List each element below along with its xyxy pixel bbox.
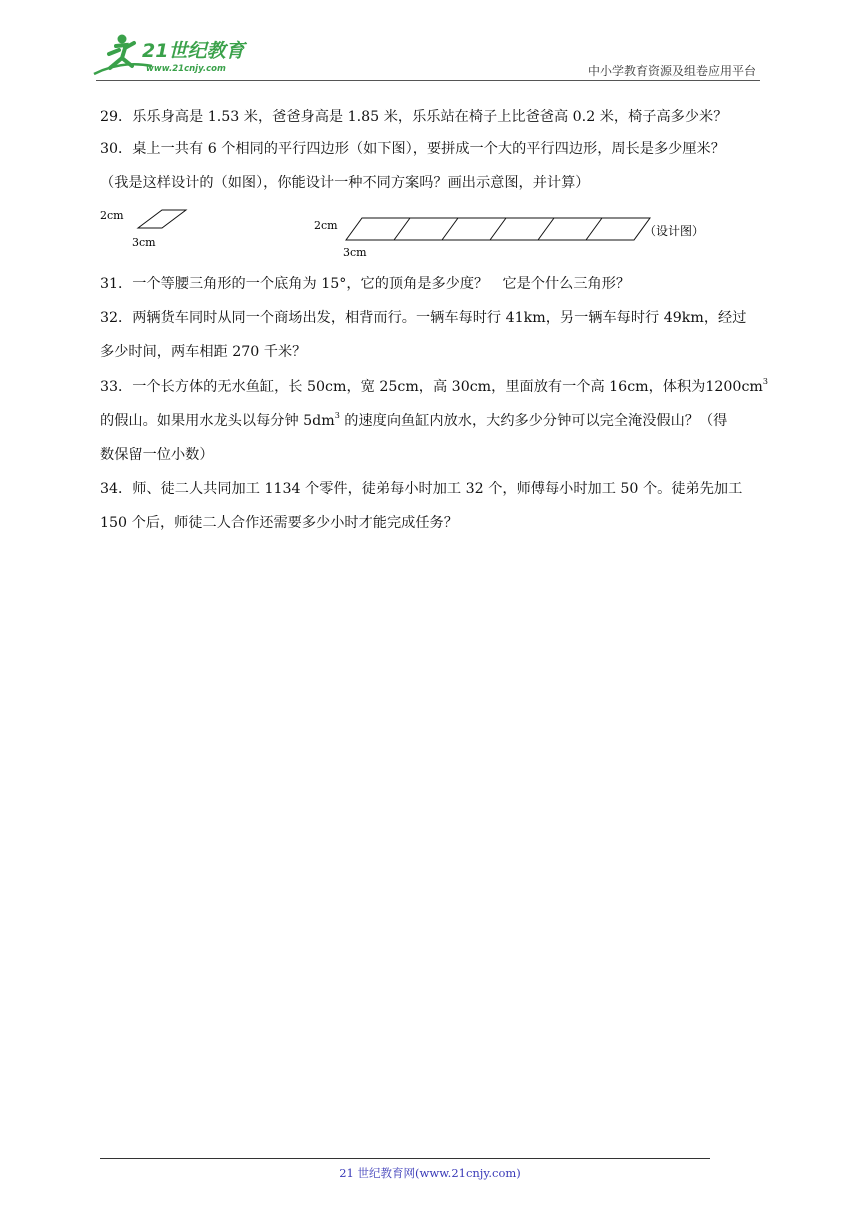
superscript: 3 <box>334 411 340 420</box>
footer-divider <box>100 1158 710 1159</box>
header-divider <box>96 80 760 81</box>
q33-line2-rest: 的速度向鱼缸内放水，大约多少分钟可以完全淹没假山？（得 <box>339 413 728 429</box>
question-34 <box>100 472 762 540</box>
question-line: 30．桌上一共有 6 个相同的平行四边形（如下图），要拼成一个大的平行四边形，周长是多少厘米？ <box>100 141 725 157</box>
question-line <box>100 370 768 404</box>
small-parallelogram <box>138 210 186 228</box>
question-line: 多少时间，两车相距 270 千米？ <box>100 344 307 360</box>
question-line: 31．一个等腰三角形的一个底角为 15°，它的顶角是多少度？ 它是个什么三角形？ <box>100 276 631 292</box>
question-line: 数保留一位小数） <box>100 447 214 463</box>
question-30 <box>100 132 762 200</box>
question-line: 32．两辆货车同时从同一个商场出发，相背而行。一辆车每时行 41km，另一辆车每时行 49km，经过 <box>100 310 747 326</box>
big-base-label: 3cm <box>343 246 367 259</box>
question-33 <box>100 370 768 472</box>
design-label: （设计图） <box>644 224 705 238</box>
big-parallelogram <box>346 218 650 240</box>
logo <box>92 30 262 80</box>
question-31 <box>100 267 762 301</box>
question-line: 34．师、徒二人共同加工 1134 个零件，徒弟每小时加工 32 个，师傅每小时加工 50 个。徒弟先加工 <box>100 481 743 497</box>
question-29 <box>100 100 762 134</box>
platform-name: 中小学教育资源及组卷应用平台 <box>587 64 756 78</box>
question-line: （我是这样设计的（如图），你能设计一种不同方案吗？画出示意图，并计算） <box>100 175 590 191</box>
question-line: 150 个后，师徒二人合作还需要多少小时才能完成任务？ <box>100 515 458 531</box>
q33-line1-text: 33．一个长方体的无水鱼缸，长 50cm，宽 25cm，高 30cm，里面放有一个高 16cm，体积为1200cm <box>100 379 763 395</box>
superscript: 3 <box>762 377 768 386</box>
question-line: 29．乐乐身高是 1.53 米，爸爸身高是 1.85 米，乐乐站在椅子上比爸爸高 0.2 米，椅子高多少米？ <box>100 109 728 125</box>
q33-line2-text: 的假山。如果用水龙头以每分钟 5dm <box>100 413 335 429</box>
unit-divider <box>586 218 602 240</box>
big-side-label: 2cm <box>314 219 338 232</box>
unit-divider <box>490 218 506 240</box>
small-base-label: 3cm <box>132 236 156 249</box>
unit-divider <box>442 218 458 240</box>
question-32 <box>100 301 762 369</box>
footer-text: 21 世纪教育网(www.21cnjy.com) <box>339 1166 521 1180</box>
parallelogram-figure <box>96 200 776 260</box>
logo-url: www.21cnjy.com <box>146 64 226 74</box>
unit-divider <box>538 218 554 240</box>
small-side-label: 2cm <box>100 209 124 222</box>
question-line <box>100 404 762 438</box>
logo-text: 21世纪教育 <box>142 40 245 62</box>
unit-divider <box>394 218 410 240</box>
